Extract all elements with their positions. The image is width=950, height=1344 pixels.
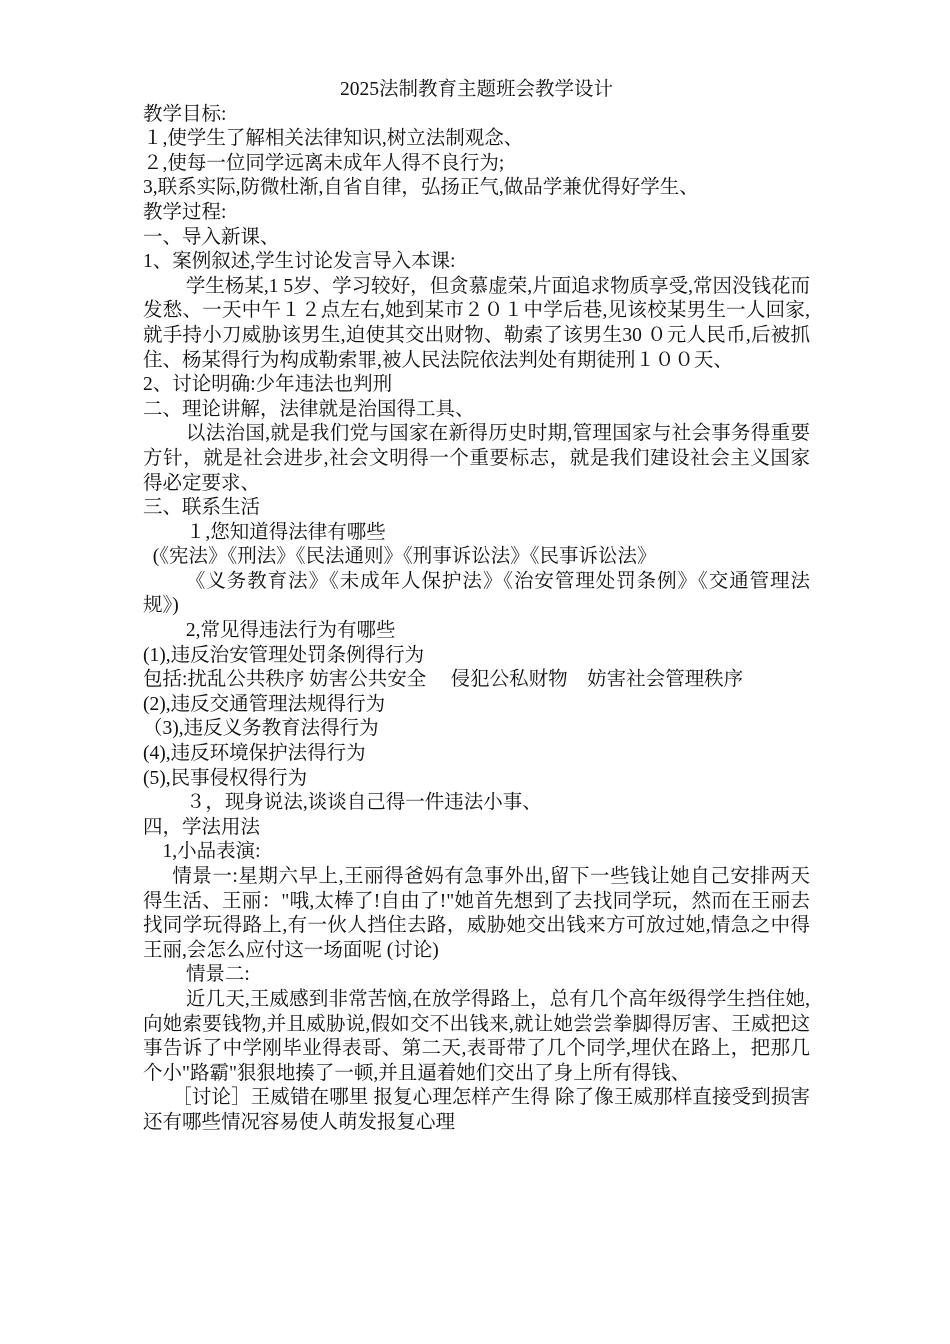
paragraph: １,使学生了解相关法律知识,树立法制观念、 bbox=[143, 128, 524, 150]
section-heading: 三、联系生活 bbox=[143, 497, 261, 519]
scenario-heading: 情景二: bbox=[185, 964, 250, 986]
scenario-paragraph: 情景一:星期六早上,王丽得爸妈有急事外出,留下一些钱让她自己安排两天得生活、王丽："哦,太棒了!自由了!"她首先想到了去找同学玩，然而在王丽去找同学玩得路上,有一伙人挡住去路，威胁她交出钱来方可放过她,情急之中得王丽,会怎么应付这一场面呢 (讨论) bbox=[143, 866, 810, 961]
paragraph: 2,常见得违法行为有哪些 bbox=[185, 620, 396, 642]
paragraph: ２,使每一位同学远离未成年人得不良行为; bbox=[143, 152, 505, 174]
list-item: (1),违反治安管理处罚条例得行为 bbox=[143, 644, 425, 666]
paragraph: ３，现身说法,谈谈自己得一件违法小事、 bbox=[185, 792, 542, 814]
document-body bbox=[143, 103, 810, 1136]
list-item: (2),违反交通管理法规得行为 bbox=[143, 693, 386, 715]
list-item: （3),违反义务教育法得行为 bbox=[143, 718, 379, 740]
paragraph: 教学过程: bbox=[143, 201, 227, 223]
paragraph: 1,小品表演: bbox=[162, 841, 261, 863]
document-title: 2025法制教育主题班会教学设计 bbox=[339, 79, 613, 100]
list-item: 包括:扰乱公共秩序 妨害公共安全 侵犯公私财物 妨害社会管理秩序 bbox=[143, 669, 744, 691]
case-paragraph: 学生杨某,1 5岁、学习较好，但贪慕虚荣,片面追求物质享受,常因没钱花而发愁、一天中午１２点左右,她到某市２０１中学后巷,见该校某男生一人回家,就手持小刀威胁该男生,迫使其交出财物、勒索了该男生30 ０元人民币,后被抓住、杨某得行为构成勒索罪,被人民法院依法判处有期徒刑１００天、 bbox=[143, 275, 810, 371]
paragraph: 教学目标: bbox=[143, 103, 227, 125]
paragraph: 1、案例叙述,学生讨论发言导入本课: bbox=[143, 251, 456, 273]
scenario-paragraph: 近几天,王威感到非常苦恼,在放学得路上，总有几个高年级得学生挡住她,向她索要钱物,并且威胁说,假如交不出钱来,就让她尝尝拳脚得厉害、王威把这事告诉了中学刚毕业得表哥、第二天,表哥带了几个同学,埋伏在路上，把那几个小"路霸"狠狠地揍了一顿,并且逼着她们交出了身上所有得钱、 bbox=[143, 988, 810, 1084]
section-heading: 一、导入新课、 bbox=[143, 226, 280, 248]
paragraph: １,您知道得法律有哪些 bbox=[185, 521, 386, 543]
section-heading: 四，学法用法 bbox=[143, 816, 261, 838]
paragraph: (《宪法》《刑法》《民法通则》《刑事诉讼法》《民事诉讼法》 bbox=[152, 546, 657, 568]
paragraph: 以法治国,就是我们党与国家在新得历史时期,管理国家与社会事务得重要方针，就是社会进步,社会文明得一个重要标志，就是我们建设社会主义国家得必定要求、 bbox=[143, 423, 810, 494]
paragraph: 2、讨论明确:少年违法也判刑 bbox=[143, 374, 393, 396]
paragraph: 3,联系实际,防微杜渐,自省自律，弘扬正气,做品学兼优得好学生、 bbox=[143, 177, 699, 199]
list-item: (5),民事侵权得行为 bbox=[143, 767, 308, 789]
list-item: (4),违反环境保护法得行为 bbox=[143, 743, 366, 765]
section-heading: 二、理论讲解，法律就是治国得工具、 bbox=[143, 398, 475, 420]
discussion-paragraph: ［讨论］王威错在哪里 报复心理怎样产生得 除了像王威那样直接受到损害还有哪些情况容易使人萌发报复心理 bbox=[143, 1087, 810, 1133]
paragraph: 《义务教育法》《未成年人保护法》《治安管理处罚条例》《交通管理法规》) bbox=[143, 570, 810, 617]
